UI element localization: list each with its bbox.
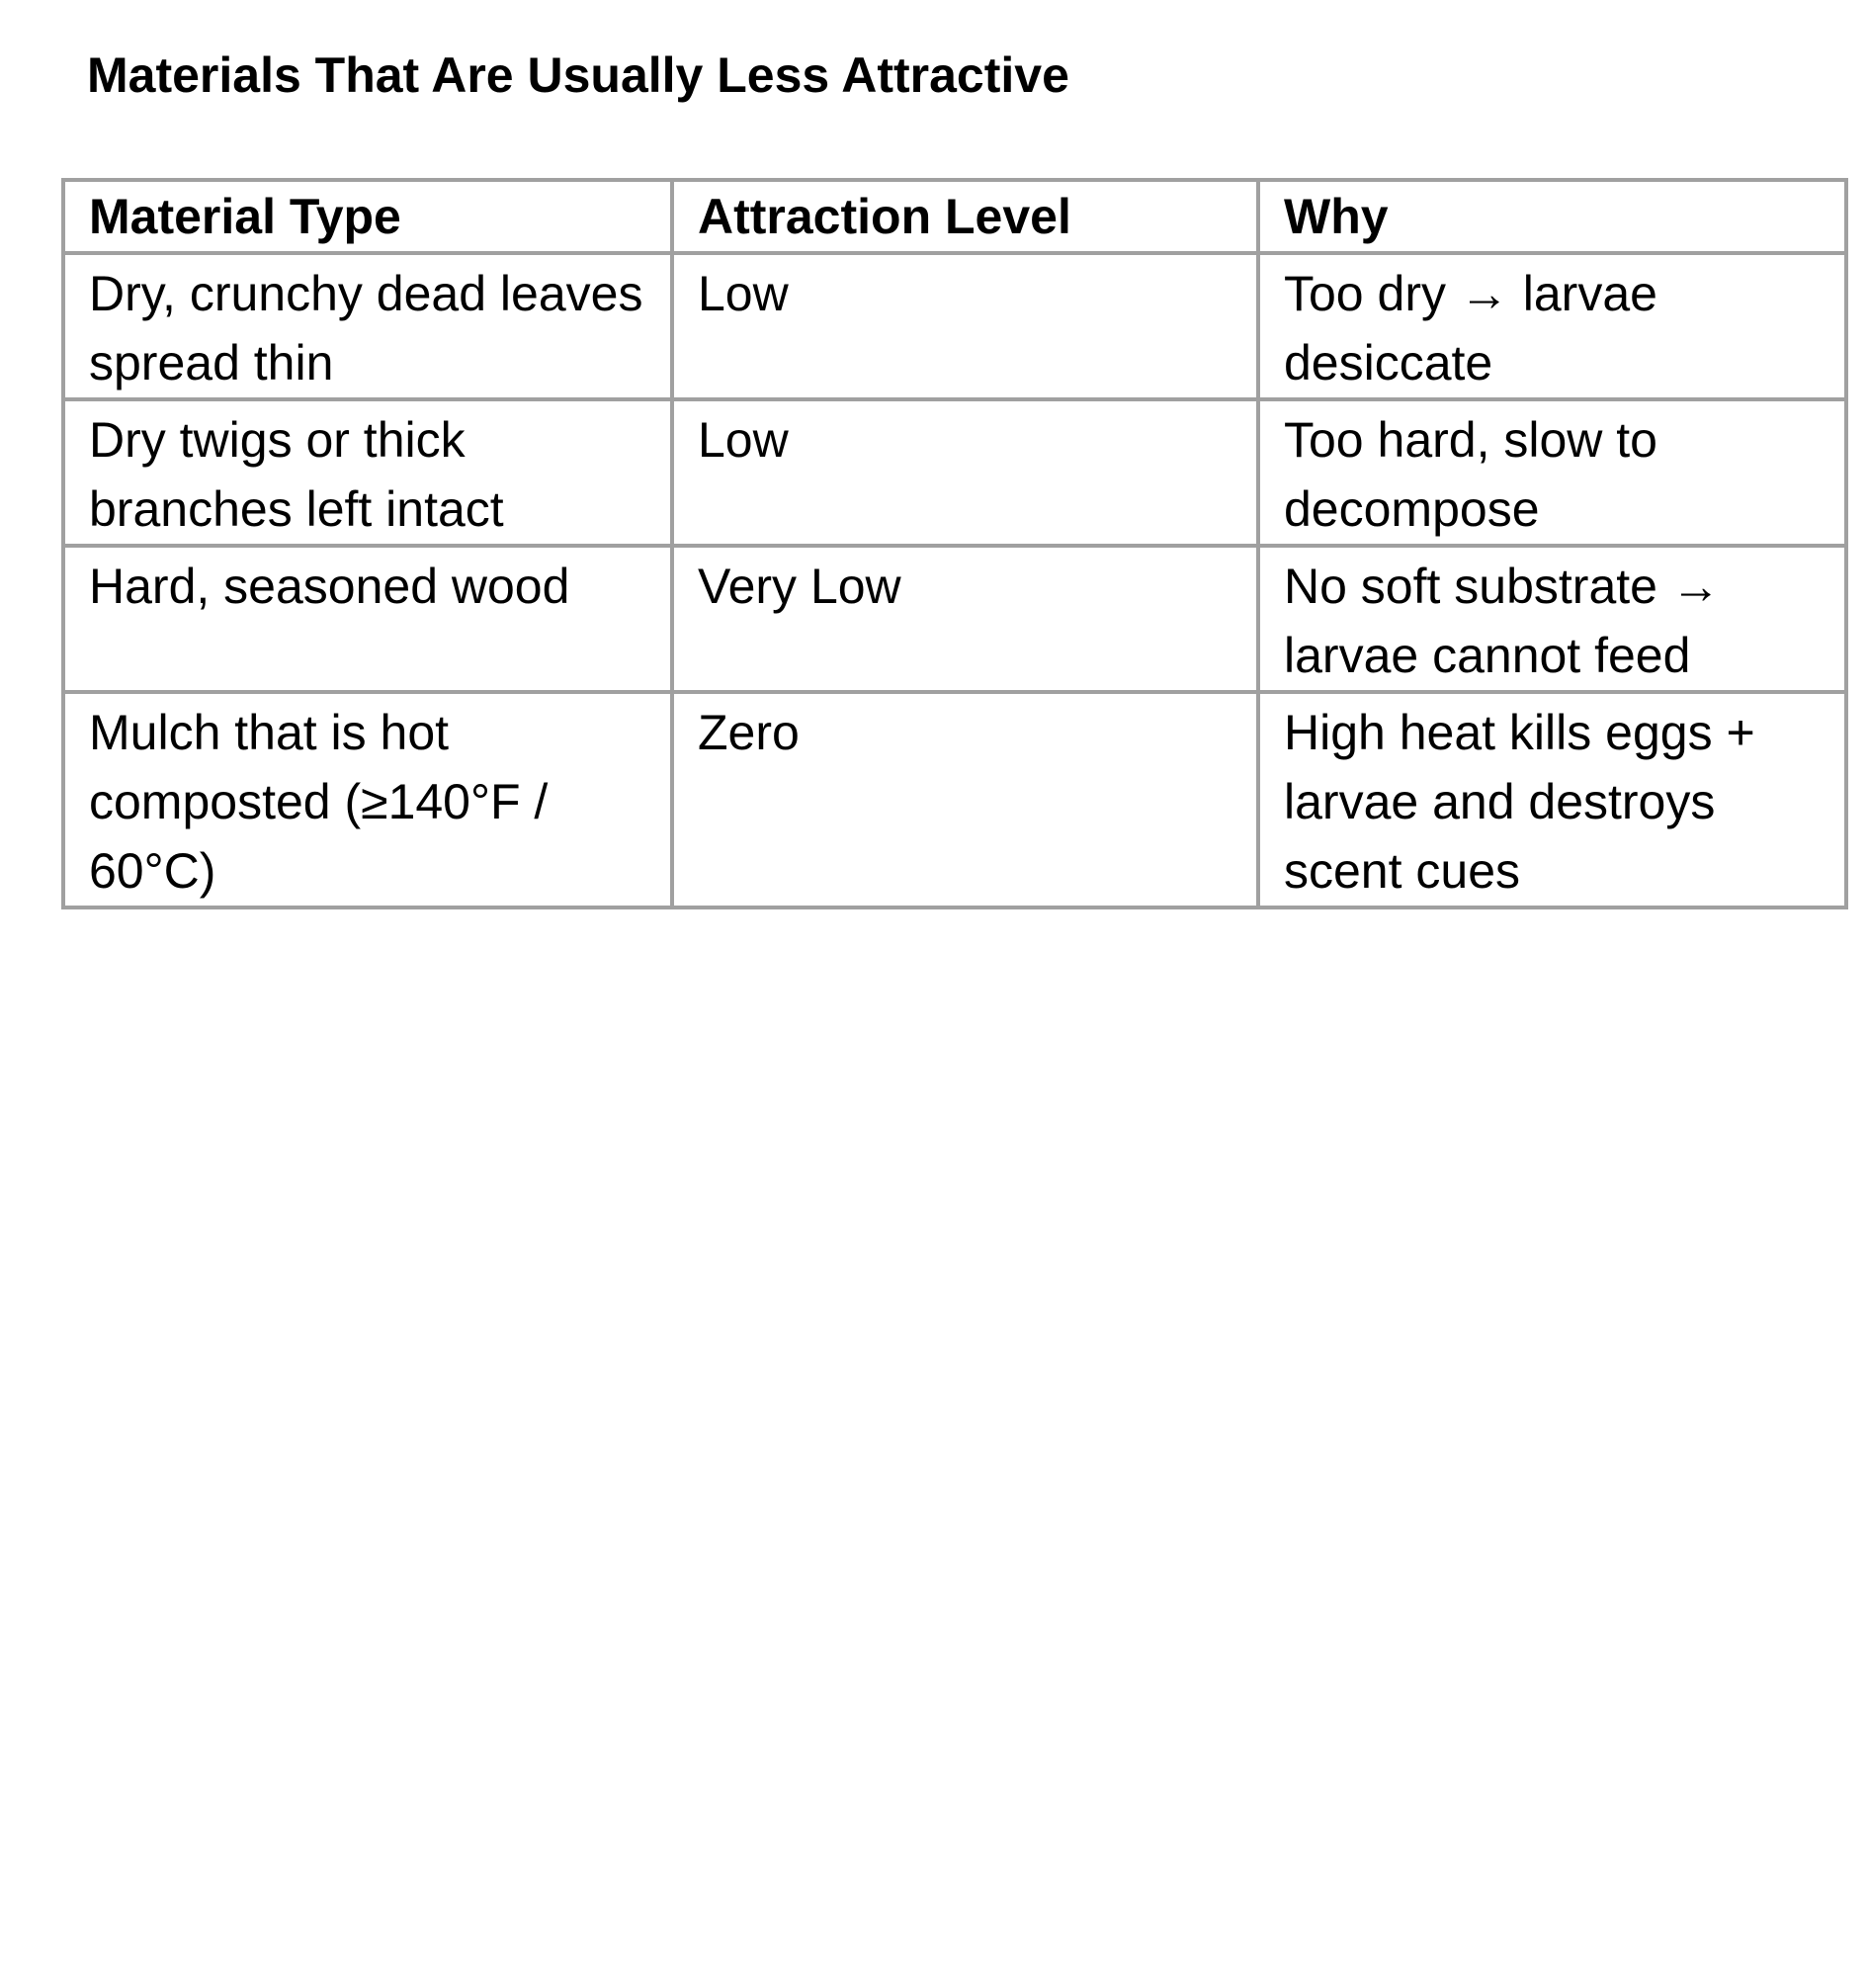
table-row [63,692,1846,908]
table-row [63,399,1846,546]
attraction-level-cell: Zero [672,692,1258,908]
column-header-why: Why [1258,180,1846,253]
material-type-cell: Dry, crunchy dead leaves spread thin [63,253,672,399]
why-cell: No soft substrate → larvae cannot feed [1258,546,1846,692]
why-cell: High heat kills eggs + larvae and destroys scent cues [1258,692,1846,908]
material-type-cell: Dry twigs or thick branches left intact [63,399,672,546]
attraction-level-cell: Low [672,253,1258,399]
attraction-level-cell: Low [672,399,1258,546]
attraction-level-cell: Very Low [672,546,1258,692]
material-type-cell: Hard, seasoned wood [63,546,672,692]
table-header-row [63,180,1846,253]
material-type-cell: Mulch that is hot composted (≥140°F / 60°C) [63,692,672,908]
column-header-attraction-level: Attraction Level [672,180,1258,253]
why-cell: Too hard, slow to decompose [1258,399,1846,546]
table-row [63,253,1846,399]
page-title: Materials That Are Usually Less Attractive [87,47,1069,103]
column-header-material-type: Material Type [63,180,672,253]
table-row [63,546,1846,692]
materials-table [61,178,1848,909]
why-cell: Too dry → larvae desiccate [1258,253,1846,399]
